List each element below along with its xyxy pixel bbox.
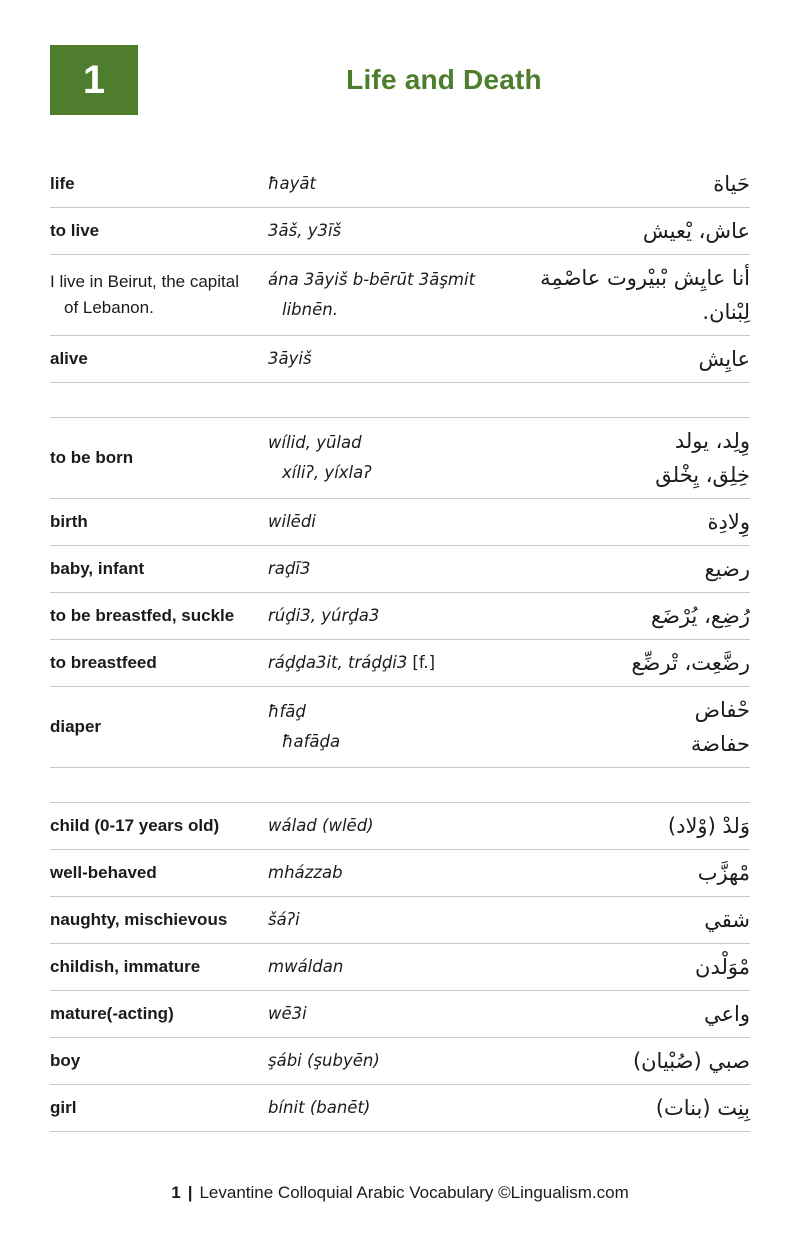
transliteration-text: raḑī3 (268, 559, 311, 578)
arabic-text: لِبْنان. (702, 300, 750, 324)
arabic-cell (500, 214, 750, 248)
arabic-text: عاش، يْعيش (642, 219, 750, 243)
vocab-row (50, 991, 750, 1038)
page-title: Life and Death (346, 64, 542, 95)
arabic-text: وَلدْ (وْلاد) (667, 814, 750, 838)
gender-note: [f.] (412, 653, 436, 672)
transliteration-cell (268, 1093, 500, 1123)
arabic-text: رضيع (704, 557, 750, 581)
transliteration-text: wálad (wlēd) (268, 816, 374, 835)
english-cell (50, 954, 268, 980)
vocab-row (50, 499, 750, 546)
transliteration-text: rúḑi3, yúrḑa3 (268, 606, 380, 625)
transliteration-cell (268, 428, 500, 488)
english-cell (50, 1048, 268, 1074)
english-cell (50, 556, 268, 582)
english-text: to be breastfed, suckle (50, 606, 235, 625)
arabic-text: أنا عايِش بْبيْروت عاصْمِة (540, 266, 750, 290)
footer-separator: | (187, 1183, 193, 1202)
arabic-text: حَياة (713, 172, 750, 196)
transliteration-cell (268, 811, 500, 841)
english-text: alive (50, 349, 88, 368)
vocab-row (50, 418, 750, 499)
transliteration-cell (268, 265, 500, 325)
transliteration-line (268, 1093, 500, 1123)
transliteration-cell (268, 216, 500, 246)
transliteration-text: 3āš, y3īš (268, 221, 342, 240)
arabic-cell (500, 167, 750, 201)
english-text: well-behaved (50, 863, 157, 882)
vocab-row (50, 255, 750, 336)
transliteration-cell (268, 858, 500, 888)
vocab-row (50, 850, 750, 897)
transliteration-text: ráḑḑa3it, tráḑḑi3 (268, 653, 408, 672)
english-text: life (50, 174, 75, 193)
transliteration-line (268, 554, 500, 584)
page-footer (50, 1180, 750, 1206)
transliteration-line (268, 458, 500, 488)
english-cell (50, 714, 268, 740)
english-text: birth (50, 512, 88, 531)
arabic-text: حفاضة (690, 732, 750, 756)
arabic-text: حْفاض (694, 698, 750, 722)
transliteration-cell (268, 999, 500, 1029)
transliteration-line (268, 169, 500, 199)
transliteration-text: šáʔi (268, 910, 300, 929)
transliteration-cell (268, 952, 500, 982)
english-text: to be born (50, 448, 134, 467)
transliteration-cell (268, 697, 500, 757)
transliteration-text: ħfāḑ (268, 702, 306, 721)
english-text: I live in Beirut, the capital (50, 272, 239, 291)
vocab-row (50, 803, 750, 850)
arabic-cell (500, 599, 750, 633)
transliteration-text: bínit (banēt) (268, 1098, 371, 1117)
vocab-row (50, 687, 750, 768)
transliteration-line (268, 1046, 500, 1076)
arabic-cell (500, 809, 750, 843)
english-text: boy (50, 1051, 81, 1070)
arabic-text: وِلادِة (707, 510, 750, 534)
transliteration-text: wílid, yūlad (268, 433, 362, 452)
transliteration-cell (268, 554, 500, 584)
transliteration-text: mházzab (268, 863, 343, 882)
english-cell (50, 445, 268, 471)
english-cell (50, 171, 268, 197)
arabic-text: مْوَلْدن (695, 955, 750, 979)
english-text: baby, infant (50, 559, 145, 578)
transliteration-line (268, 344, 500, 374)
vocab-section (50, 161, 750, 383)
arabic-text: خِلِق، يِخْلق (655, 463, 750, 487)
arabic-cell (500, 424, 750, 492)
transliteration-cell (268, 507, 500, 537)
vocab-row (50, 1038, 750, 1085)
english-text: naughty, mischievous (50, 910, 228, 929)
arabic-text: واعي (703, 1002, 750, 1026)
vocab-row (50, 897, 750, 944)
arabic-text: شقي (704, 908, 750, 932)
english-text: mature(-acting) (50, 1004, 174, 1023)
english-cell (50, 1001, 268, 1027)
english-cell (50, 509, 268, 535)
transliteration-cell (268, 905, 500, 935)
transliteration-line (268, 727, 500, 757)
english-text: girl (50, 1098, 77, 1117)
transliteration-line (268, 905, 500, 935)
arabic-text: مْهزَّب (697, 861, 750, 885)
transliteration-cell (268, 601, 500, 631)
transliteration-line (268, 601, 500, 631)
arabic-cell (500, 997, 750, 1031)
english-cell (50, 907, 268, 933)
arabic-text: رُضِع، يُرْضَع (650, 604, 750, 628)
english-cell (50, 269, 268, 321)
chapter-number: 1 (82, 57, 106, 102)
title-wrap (138, 64, 750, 96)
transliteration-text: ħayāt (268, 174, 316, 193)
vocab-row (50, 944, 750, 991)
arabic-text: صبي (صُبْيان) (632, 1049, 750, 1073)
arabic-cell (500, 505, 750, 539)
vocab-row (50, 336, 750, 383)
arabic-text: رضَّعِت، تْرضِّع (631, 651, 750, 675)
footer-page-number: 1 (171, 1183, 181, 1202)
arabic-cell (500, 261, 750, 329)
vocab-row (50, 546, 750, 593)
arabic-cell (500, 342, 750, 376)
english-text: child (0-17 years old) (50, 816, 220, 835)
transliteration-line (268, 952, 500, 982)
transliteration-line (268, 858, 500, 888)
arabic-cell (500, 1044, 750, 1078)
chapter-number-box (50, 45, 138, 115)
vocab-section (50, 417, 750, 768)
english-cell (50, 860, 268, 886)
english-cell (50, 603, 268, 629)
transliteration-cell (268, 344, 500, 374)
arabic-text: بِنِت (بنات) (655, 1096, 750, 1120)
transliteration-line (268, 295, 500, 325)
arabic-cell (500, 646, 750, 680)
vocab-section (50, 802, 750, 1132)
english-text: to breastfeed (50, 653, 157, 672)
vocab-table (50, 161, 750, 1132)
transliteration-line (268, 811, 500, 841)
transliteration-cell (268, 648, 500, 678)
english-cell (50, 813, 268, 839)
transliteration-cell (268, 1046, 500, 1076)
english-cell (50, 346, 268, 372)
transliteration-text: mwáldan (268, 957, 344, 976)
transliteration-line (268, 648, 500, 678)
transliteration-text: wē3i (268, 1004, 307, 1023)
transliteration-text: 3āyiš (268, 349, 312, 368)
page-header (50, 45, 750, 115)
vocab-row (50, 208, 750, 255)
transliteration-text: xíliʔ, yíxlaʔ (282, 463, 372, 482)
arabic-cell (500, 693, 750, 761)
english-cell (50, 650, 268, 676)
arabic-cell (500, 950, 750, 984)
transliteration-text: libnēn. (282, 300, 338, 319)
transliteration-line (268, 428, 500, 458)
vocab-row (50, 161, 750, 208)
arabic-cell (500, 856, 750, 890)
transliteration-text: ána 3āyiš b-bērūt 3āşmit (268, 270, 476, 289)
transliteration-line (268, 999, 500, 1029)
english-text: childish, immature (50, 957, 201, 976)
transliteration-line (268, 697, 500, 727)
transliteration-text: şábi (şubyēn) (268, 1051, 380, 1070)
arabic-cell (500, 1091, 750, 1125)
transliteration-cell (268, 169, 500, 199)
vocab-row (50, 1085, 750, 1132)
english-cell (50, 218, 268, 244)
arabic-cell (500, 552, 750, 586)
vocab-row (50, 593, 750, 640)
transliteration-line (268, 216, 500, 246)
arabic-cell (500, 903, 750, 937)
transliteration-line (268, 265, 500, 295)
english-cell (50, 1095, 268, 1121)
transliteration-text: ħafāḑa (282, 732, 341, 751)
transliteration-text: wilēdi (268, 512, 316, 531)
transliteration-line (268, 507, 500, 537)
arabic-text: عايِش (698, 347, 750, 371)
english-text: of Lebanon. (64, 298, 154, 317)
arabic-text: وِلِد، يولد (674, 429, 750, 453)
vocab-row (50, 640, 750, 687)
english-text: to live (50, 221, 100, 240)
footer-text: Levantine Colloquial Arabic Vocabulary ©Lingualism.com (199, 1183, 629, 1202)
english-text: diaper (50, 717, 102, 736)
